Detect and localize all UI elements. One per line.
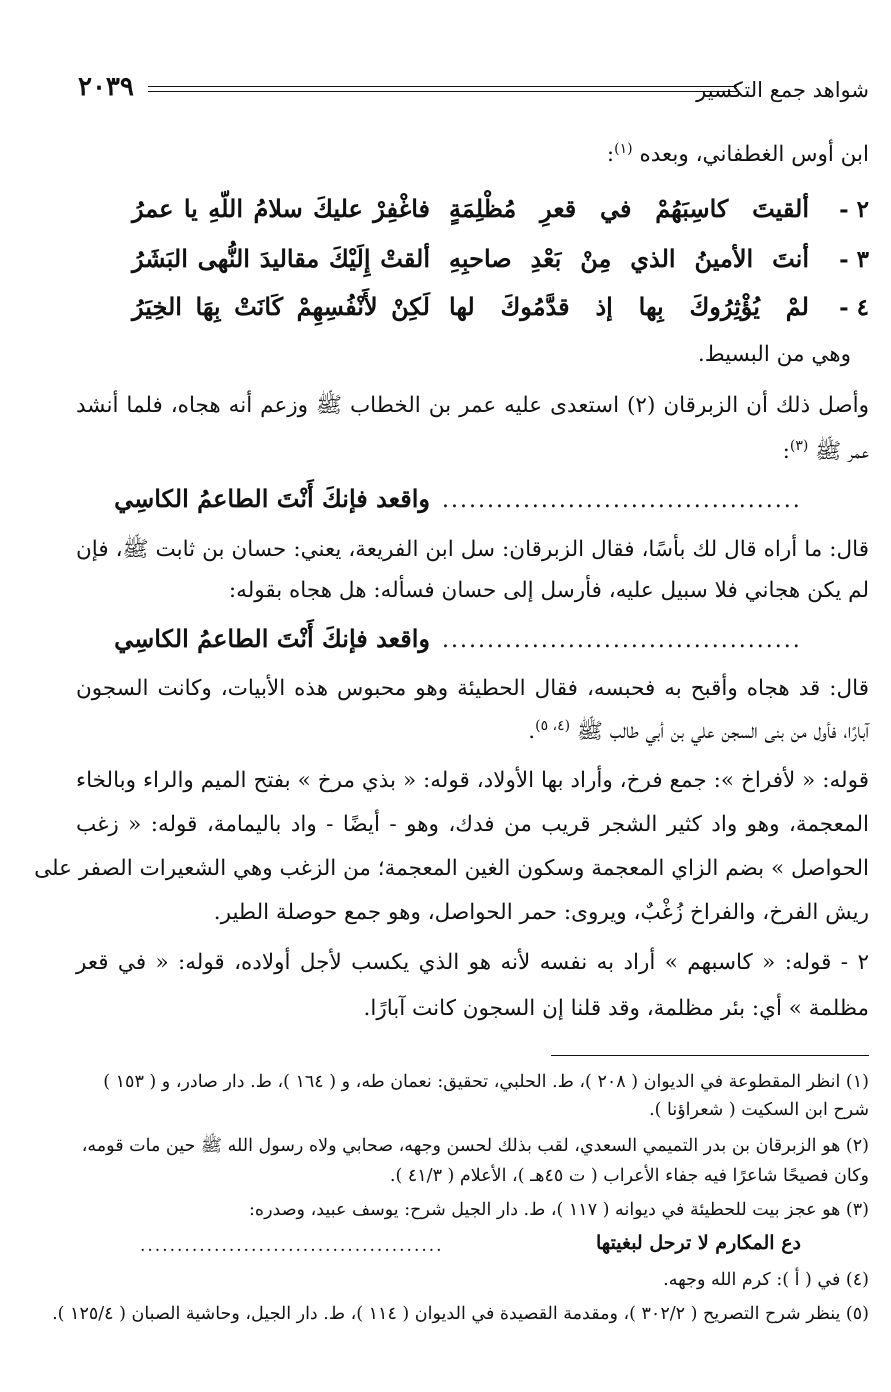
footnote-ref-1: (١)	[614, 140, 633, 157]
verse-first-hemistich: لمْ يُؤْثِرُوكَ بِها إذ قدَّمُوكَ لها	[449, 292, 809, 321]
paragraph-text: آبارًا، فأول من بنى السجن علي بن أبي طالب ﷺ	[576, 719, 869, 744]
paragraph-text: عمر ﷺ	[815, 439, 869, 464]
verse-second-hemistich: لَكِنْ لأَنْفُسِهِمْ كَانَتْ بِهَا الخِيَرُ	[132, 292, 430, 321]
paragraph-line: مظلمة » أي: بئر مظلمة، وقد قلنا إن السجون كانت آبارًا.	[363, 996, 869, 1021]
footnote-separator	[551, 1055, 869, 1056]
quoted-hemistich: واقعد فإنكَ أَنْتَ الطاعمُ الكاسِي	[114, 484, 430, 513]
elided-hemistich-dots: ........................................	[442, 628, 802, 653]
footnote-5: (٥) ينظر شرح التصريح ( ٣٠٢/٢ )، ومقدمة القصيدة في الديوان ( ١١٤ )، ط. دار الجيل، وحاشية الصبان ( ١٢٥/٤ ).	[52, 1304, 869, 1324]
paragraph-line: لم يكن هجاني فلا سبيل عليه، فأرسل إلى حسان فسأله: هل هجاه بقوله:	[228, 578, 869, 603]
meter-note: وهي من البسيط.	[697, 342, 851, 367]
footnote-verse: دع المكارم لا ترحل لبغيتها	[596, 1232, 801, 1254]
footnote-1: (١) انظر المقطوعة في الديوان ( ٢٠٨ )، ط. الحلبي، تحقيق: نعمان طه، و ( ١٦٤ )، ط. دار صادر، و ( ١٥٣ )	[103, 1072, 869, 1092]
verse-second-hemistich: فاغْفِرْ عليكَ سلامُ اللّهِ يا عمرُ	[132, 194, 430, 223]
page-number: ٢٠٣٩	[78, 72, 134, 102]
paragraph-line: ريش الفرخ، والفراخ زُغْبٌ، ويروى: حمر الحواصل، وهو جمع حوصلة الطير.	[213, 900, 869, 925]
verse-second-hemistich: ألقتْ إِلَيْكَ مقاليدَ النُّهى البَشَرُ	[132, 244, 430, 273]
paragraph-line	[76, 438, 869, 469]
paragraph-line: قوله: « لأفراخ »: جمع فرخ، وأراد بها الأولاد، قوله: « بذي مرخ » بفتح الميم والراء وبالخاء	[76, 768, 869, 793]
verse-first-hemistich: أنتَ الأمينُ الذي مِنْ بَعْدِ صاحبِهِ	[449, 244, 809, 273]
paragraph-line: قال: ما أراه قال لك بأسًا، فقال الزبرقان: سل ابن الفريعة، يعني: حسان بن ثابت ﷺ، فإن	[76, 537, 869, 562]
verse-first-hemistich: ألقيتَ كاسِبَهُمْ في قعرِ مُظْلِمَةٍ	[449, 194, 809, 223]
verse-number: ٢ -	[839, 196, 869, 223]
header-title: شواهد جمع التكسير	[696, 78, 869, 102]
footnote-2-cont: وكان فصيحًا شاعرًا فيه جفاء الأعراب ( ت ٤٥هـ )، الأعلام ( ٤١/٣ ).	[389, 1166, 869, 1186]
footnote-verse-dots: .........................................	[140, 1236, 444, 1256]
header-rule	[148, 86, 737, 92]
verse-number: ٤ -	[839, 294, 869, 321]
paragraph-line: المعجمة، وهو واد كثير الشجر قريب من فدك، وهو - أيضًا - واد باليمامة، قوله: « زغب	[76, 812, 869, 837]
paragraph-period: .	[528, 719, 536, 744]
footnote-1-cont: شرح ابن السكيت ( شعراؤنا ).	[649, 1100, 869, 1120]
paragraph-line: الحواصل » بضم الزاي المعجمة وسكون الغين المعجمة؛ من الزغب وهي الشعيرات الصفر على	[34, 856, 869, 881]
footnote-ref-4-5: (٤، ٥)	[535, 717, 571, 734]
intro-line	[76, 142, 869, 167]
intro-text: ابن أوس الغطفاني، وبعده	[639, 142, 869, 167]
footnote-4: (٤) في ( أ ): كرم الله وجهه.	[663, 1270, 869, 1290]
footnote-ref-3: (٣)	[789, 437, 809, 454]
quoted-hemistich: واقعد فإنكَ أَنْتَ الطاعمُ الكاسِي	[114, 624, 430, 653]
intro-colon: :	[606, 142, 615, 167]
paragraph-line	[76, 718, 869, 749]
paragraph-line: وأصل ذلك أن الزبرقان (٢) استعدى عليه عمر بن الخطاب ﷺ وزعم أنه هجاه، فلما أنشد	[76, 393, 870, 418]
footnote-2: (٢) هو الزبرقان بن بدر التميمي السعدي، لقب بذلك لحسن وجهه، صحابي ولاه رسول الله ﷺ حين مات قومه،	[81, 1136, 869, 1156]
paragraph-colon: :	[782, 439, 790, 464]
footnote-3: (٣) هو عجز بيت للحطيئة في ديوانه ( ١١٧ )، ط. دار الجيل شرح: يوسف عبيد، وصدره:	[249, 1200, 869, 1220]
paragraph-line: ٢ - قوله: « كاسبهم » أراد به نفسه لأنه هو الذي يكسب لأجل أولاده، قوله: « في قعر	[76, 950, 869, 975]
paragraph-line: قال: قد هجاه وأقبح به فحبسه، فقال الحطيئة وهو محبوس هذه الأبيات، وكانت السجون	[76, 676, 869, 701]
verse-number: ٣ -	[839, 246, 869, 273]
running-header	[78, 72, 869, 112]
elided-hemistich-dots: ........................................	[442, 488, 802, 513]
